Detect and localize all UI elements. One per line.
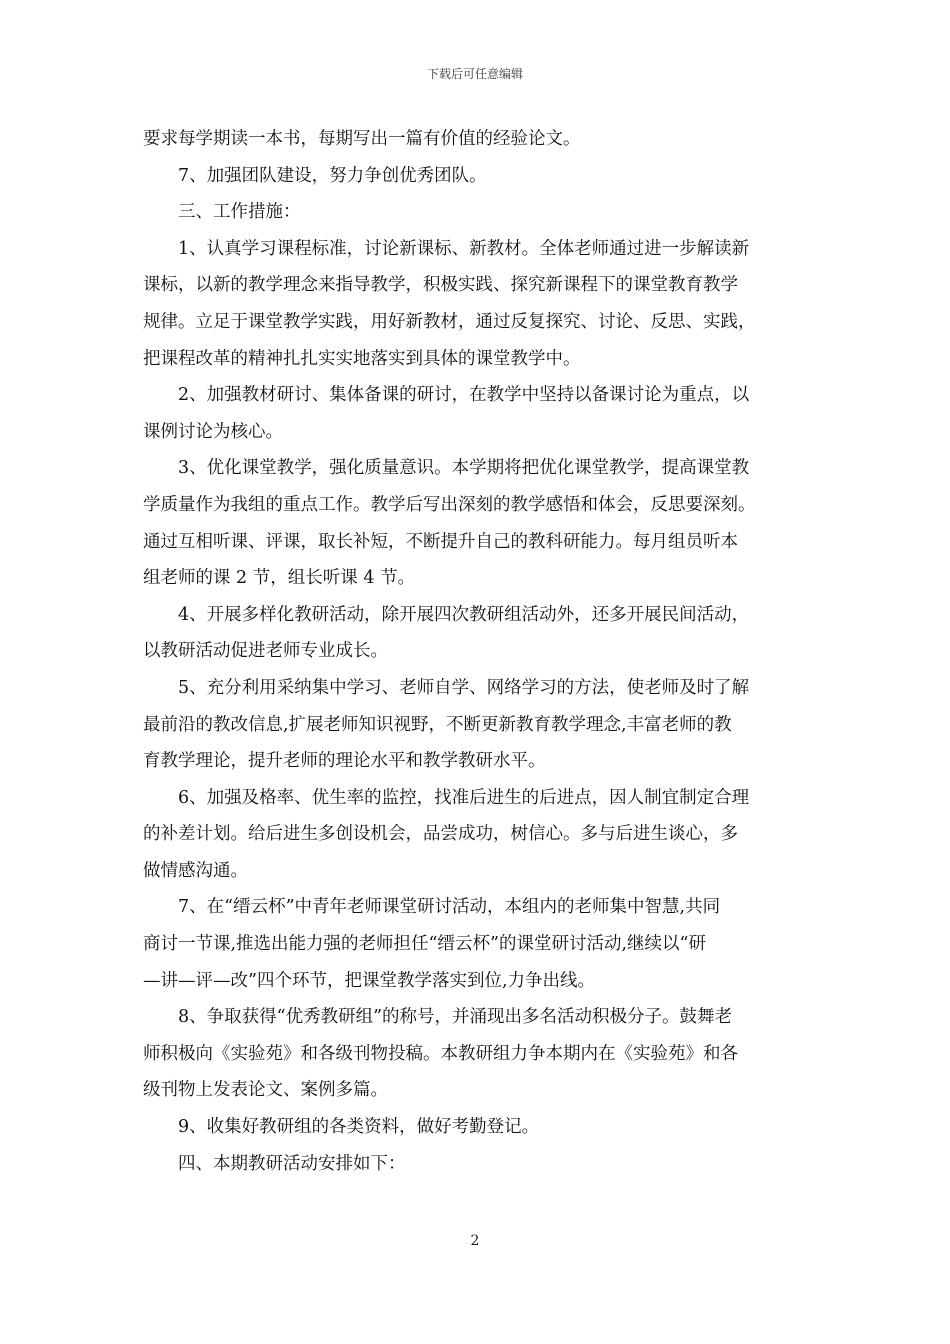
text-line: —讲—评—改”四个环节，把课堂教学落实到位,力争出线。 (143, 970, 596, 991)
text-line: 4、开展多样化教研活动，除开展四次教研组活动外，还多开展民间活动， (178, 604, 750, 625)
text-line: 6、加强及格率、优生率的监控，找准后进生的后进点，因人制宜制定合理 (178, 787, 750, 808)
text-line: 四、本期教研活动安排如下： (178, 1153, 406, 1174)
page-header: 下载后可任意编辑 (426, 67, 523, 81)
text-line: 课例讨论为核心。 (143, 421, 283, 442)
text-line: 5、充分利用采纳集中学习、老师自学、网络学习的方法，使老师及时了解 (178, 677, 750, 698)
page-number: 2 (470, 1233, 480, 1249)
text-line: 最前沿的教改信息,扩展老师知识视野，不断更新教育教学理念,丰富老师的教 (143, 714, 732, 735)
text-line: 组老师的课 2 节，组长听课 4 节。 (143, 568, 416, 589)
text-line: 课标，以新的教学理念来指导教学，积极实践、探究新课程下的课堂教育教学 (143, 275, 738, 296)
text-line: 以教研活动促进老师专业成长。 (143, 641, 388, 662)
text-line: 育教学理论，提升老师的理论水平和教学教研水平。 (143, 751, 546, 772)
text-line: 2、加强教材研讨、集体备课的研讨，在教学中坚持以备课讨论为重点，以 (178, 385, 750, 406)
text-line: 把课程改革的精神扎扎实实地落实到具体的课堂教学中。 (143, 348, 581, 369)
text-line: 要求每学期读一本书，每期写出一篇有价值的经验论文。 (143, 129, 581, 149)
text-line: 级刊物上发表论文、案例多篇。 (143, 1080, 388, 1101)
text-line: 7、在“缙云杯”中青年老师课堂研讨活动，本组内的老师集中智慧,共同 (178, 897, 721, 918)
text-line: 做情感沟通。 (143, 860, 248, 881)
text-line: 3、优化课堂教学，强化质量意识。本学期将把优化课堂教学，提高课堂教 (178, 458, 750, 479)
text-line: 商讨一节课,推选出能力强的老师担任“缙云杯”的课堂研讨活动,继续以“研 (143, 934, 706, 955)
text-line: 通过互相听课、评课，取长补短，不断提升自己的教科研能力。每月组员听本 (143, 531, 738, 552)
text-line: 学质量作为我组的重点工作。教学后写出深刻的教学感悟和体会，反思要深刻。 (143, 494, 756, 515)
text-line: 1、认真学习课程标准，讨论新课标、新教材。全体老师通过进一步解读新 (178, 238, 750, 259)
text-line: 9、收集好教研组的各类资料，做好考勤登记。 (178, 1117, 540, 1138)
document-body (143, 121, 823, 1182)
text-line: 规律。立足于课堂教学实践，用好新教材，通过反复探究、讨论、反思、实践， (143, 311, 756, 332)
text-line: 7、加强团队建设，努力争创优秀团队。 (178, 165, 487, 186)
text-line: 三、工作措施： (178, 202, 301, 223)
text-line: 8、争取获得“优秀教研组”的称号，并涌现出多名活动积极分子。鼓舞老 (178, 1007, 733, 1028)
text-line: 的补差计划。给后进生多创设机会，品尝成功，树信心。多与后进生谈心，多 (143, 824, 738, 845)
text-line: 师积极向《实验苑》和各级刊物投稿。本教研组力争本期内在《实验苑》和各 (143, 1043, 738, 1064)
